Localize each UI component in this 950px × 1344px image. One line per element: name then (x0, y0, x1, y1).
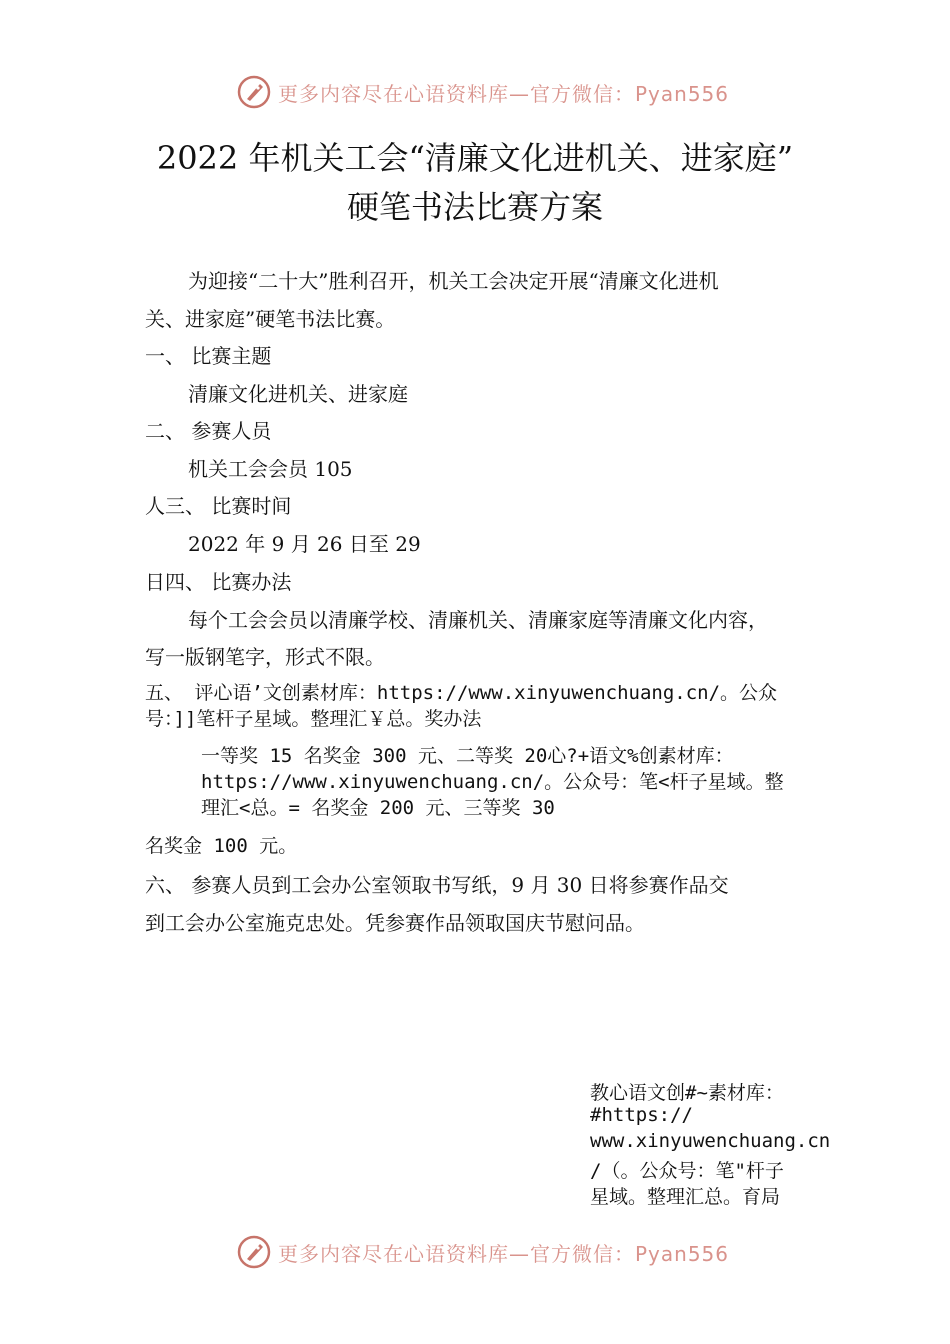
header-watermark (236, 72, 729, 112)
section-4-body-line-1: 每个工会会员以清廉学校、清廉机关、清廉家庭等清廉文化内容， (188, 608, 768, 632)
pen-nib-seal-icon (236, 1234, 272, 1270)
document-title-line-1: 2022 年机关工会“清廉文化进机关、进家庭” (156, 139, 794, 177)
intro-line-1: 为迎接“二十大”胜利召开，机关工会决定开展“清廉文化进机 (188, 269, 719, 293)
section-5-award-line-1: 一等奖 15 名奖金 300 元、二等奖 20心?+语文%创素材库： (201, 745, 734, 767)
pen-nib-seal-icon (236, 74, 272, 110)
footer-watermark (236, 1232, 729, 1272)
section-2-body: 机关工会会员 105 (188, 457, 353, 481)
section-4-body-line-2: 写一版钢笔字，形式不限。 (145, 645, 385, 669)
section-4-heading: 日四、 比赛办法 (145, 570, 292, 594)
section-6-line-2: 到工会办公室施克忠处。凭参赛作品领取国庆节慰问品。 (145, 911, 645, 935)
section-2-heading: 二、 参赛人员 (145, 419, 272, 443)
document-title-line-2: 硬笔书法比赛方案 (346, 188, 603, 226)
signature-line-3: www.xinyuwenchuang.cn (590, 1130, 831, 1152)
watermark-text: 更多内容尽在心语资料库—官方微信：Pyan556 (278, 1241, 730, 1266)
watermark-text: 更多内容尽在心语资料库—官方微信：Pyan556 (278, 81, 730, 106)
section-1-body: 清廉文化进机关、进家庭 (188, 382, 408, 406)
intro-line-2: 关、进家庭”硬笔书法比赛。 (145, 307, 396, 331)
signature-line-4: /（。公众号：笔"杆子 (590, 1160, 784, 1182)
signature-line-1: 教心语文创#~素材库： (590, 1082, 784, 1104)
section-5-line-2: 号：]]笔杆子星域。整理汇￥总。奖办法 (145, 708, 482, 730)
section-5-award-line-4: 名奖金 100 元。 (145, 835, 298, 857)
section-3-body: 2022 年 9 月 26 日至 29 (188, 532, 421, 556)
signature-line-2: #https:// (590, 1104, 693, 1126)
section-5-line-1: 五、 评心语’文创素材库：https://www.xinyuwenchuang.cn/。公众 (145, 682, 778, 704)
section-5-award-line-3: 理汇<总。= 名奖金 200 元、三等奖 30 (201, 797, 555, 819)
section-1-heading: 一、 比赛主题 (145, 344, 272, 368)
section-3-heading: 人三、 比赛时间 (145, 494, 292, 518)
section-6-line-1: 六、 参赛人员到工会办公室领取书写纸，9 月 30 日将参赛作品交 (145, 873, 729, 897)
section-5-award-line-2: https://www.xinyuwenchuang.cn/。公众号：笔<杆子星域。整 (201, 771, 784, 793)
signature-line-5: 星域。整理汇总。育局 (590, 1186, 781, 1208)
